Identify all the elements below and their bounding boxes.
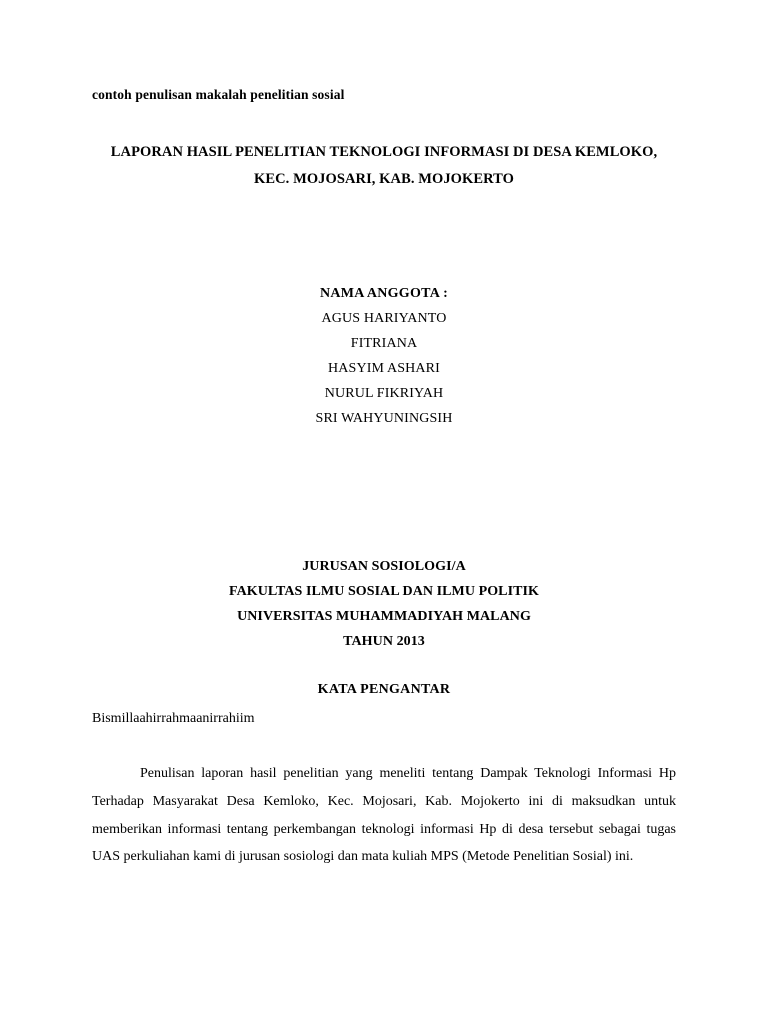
member-name: SRI WAHYUNINGSIH — [315, 411, 453, 427]
member-name: FITRIANA — [350, 335, 418, 351]
preface-heading: KATA PENGANTAR — [317, 682, 451, 698]
members-block — [92, 281, 676, 431]
basmalah-line: Bismillaahirrahmaanirrahiim — [92, 710, 255, 726]
members-heading: NAMA ANGGOTA : — [319, 285, 449, 301]
document-title — [92, 139, 676, 193]
document-title-line-1: LAPORAN HASIL PENELITIAN TEKNOLOGI INFORMASI DI DESA KEMLOKO, — [110, 144, 658, 161]
text-column — [92, 0, 676, 871]
member-name: AGUS HARIYANTO — [321, 310, 447, 326]
document-title-line-2: KEC. MOJOSARI, KAB. MOJOKERTO — [254, 171, 514, 188]
institution-block — [92, 554, 676, 654]
institution-year: TAHUN 2013 — [343, 634, 425, 650]
document-subject-line: contoh penulisan makalah penelitian sosial — [92, 87, 345, 102]
preface-body-paragraph: Penulisan laporan hasil penelitian yang meneliti tentang Dampak Teknologi Informasi Hp Terhadap Masyarakat Desa Kemloko, Kec. Mojosari, Kab. Mojokerto ini di maksudkan untuk memberikan informasi tentang perkembangan teknologi informasi Hp di desa tersebut sebagai tugas UAS perkuliahan kami di jurusan sosiologi dan mata kuliah MPS (Metode Penelitian Sosial) ini. — [92, 766, 676, 865]
institution-university: UNIVERSITAS MUHAMMADIYAH MALANG — [237, 609, 531, 625]
institution-department: JURUSAN SOSIOLOGI/A — [302, 559, 466, 575]
member-name: NURUL FIKRIYAH — [324, 386, 444, 402]
institution-faculty: FAKULTAS ILMU SOSIAL DAN ILMU POLITIK — [228, 584, 539, 600]
member-name: HASYIM ASHARI — [328, 360, 440, 376]
